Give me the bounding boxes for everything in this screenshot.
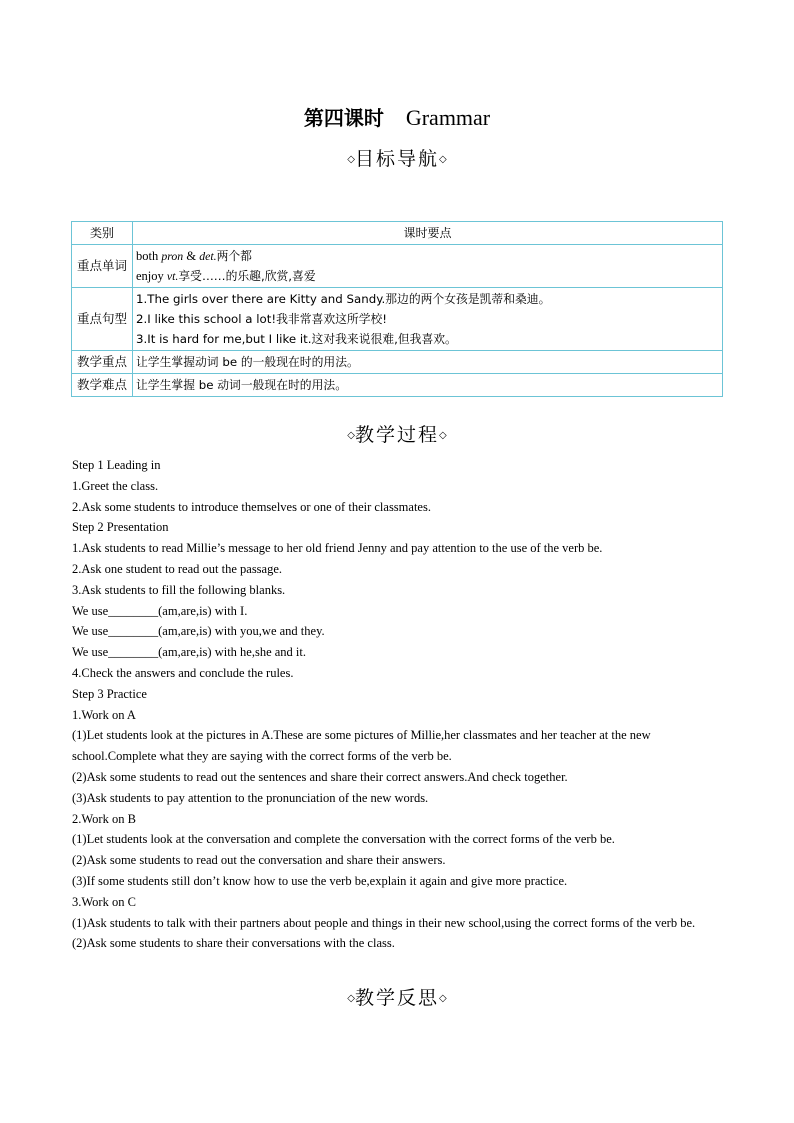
process-line: We use________(am,are,is) with you,we and they. <box>72 624 325 639</box>
lesson-title-cn: 第四课时 <box>303 106 384 130</box>
row-category: 重点单词 <box>72 245 133 288</box>
process-line: 1.Work on A <box>72 707 136 722</box>
vocab-word: enjoy <box>136 269 167 283</box>
diamond-icon: ◇ <box>439 993 447 1004</box>
row-category: 教学重点 <box>72 351 133 374</box>
vocab-line <box>136 246 719 266</box>
process-line: 2.Ask one student to read out the passage. <box>72 561 283 576</box>
process-line: 1.Ask students to read Millie’s message to her old friend Jenny and pay attention to the use of the verb be. <box>72 541 603 556</box>
section-heading-reflection <box>0 985 794 1012</box>
process-line: (1)Let students look at the pictures in A.These are some pictures of Millie,her classmates and her teacher at the new school.Complete what they are saying with the correct forms of the verb be. <box>72 728 651 764</box>
sentence-line: 3.It is hard for me,but I like it.这对我来说很难,但我喜欢。 <box>136 332 457 346</box>
row-category: 教学难点 <box>72 374 133 397</box>
row-content: 让学生掌握动词 be 的一般现在时的用法。 <box>133 351 723 374</box>
process-line: 3.Work on C <box>72 894 136 909</box>
process-line: 2.Work on B <box>72 811 136 826</box>
sentence-line: 2.I like this school a lot!我非常喜欢这所学校! <box>136 312 388 326</box>
process-line: (3)Ask students to pay attention to the pronunciation of the new words. <box>72 790 429 805</box>
vocab-pos: pron <box>161 249 184 263</box>
process-line: (2)Ask some students to read out the conversation and share their answers. <box>72 853 446 868</box>
row-content: 让学生掌握 be 动词一般现在时的用法。 <box>133 374 723 397</box>
row-content <box>133 245 723 288</box>
row-category: 重点句型 <box>72 288 133 351</box>
process-line: (1)Ask students to talk with their partners about people and things in their new school,using the correct forms of the verb be. <box>72 915 696 930</box>
vocab-line <box>136 266 719 286</box>
sentence-line: 1.The girls over there are Kitty and Sandy.那边的两个女孩是凯蒂和桑迪。 <box>136 292 551 306</box>
process-line: (3)If some students still don’t know how to use the verb be,explain it again and give more practice. <box>72 873 568 888</box>
lesson-title-en: Grammar <box>405 105 491 130</box>
table-row <box>72 245 723 288</box>
section-title-goals: 目标导航 <box>354 148 439 170</box>
vocab-pos: det. <box>199 249 217 263</box>
process-line: (2)Ask some students to read out the sentences and share their correct answers.And check together. <box>72 769 568 784</box>
process-line: 2.Ask some students to introduce themselves or one of their classmates. <box>72 499 431 514</box>
process-line: (1)Let students look at the conversation and complete the conversation with the correct forms of the verb be. <box>72 832 615 847</box>
process-line: Step 2 Presentation <box>72 520 169 535</box>
vocab-word: both <box>136 249 162 263</box>
teaching-process-body <box>72 455 728 954</box>
vocab-sep: & <box>183 249 200 263</box>
section-title-process: 教学过程 <box>354 424 439 446</box>
table-header-row <box>72 222 723 245</box>
process-line: (2)Ask some students to share their conversations with the class. <box>72 936 395 951</box>
table-row <box>72 374 723 397</box>
lesson-title <box>0 104 794 132</box>
row-content <box>133 288 723 351</box>
diamond-icon: ◇ <box>347 993 355 1004</box>
process-line: 4.Check the answers and conclude the rules. <box>72 665 294 680</box>
section-heading-process <box>0 422 794 449</box>
process-line: 3.Ask students to fill the following blanks. <box>72 582 286 597</box>
lesson-points-table <box>71 221 723 397</box>
process-line: We use________(am,are,is) with I. <box>72 603 248 618</box>
section-title-reflection: 教学反思 <box>354 987 439 1009</box>
section-heading-goals <box>0 146 794 173</box>
process-line: Step 3 Practice <box>72 686 147 701</box>
process-line: Step 1 Leading in <box>72 458 161 472</box>
diamond-icon: ◇ <box>347 430 355 441</box>
process-line: 1.Greet the class. <box>72 478 159 493</box>
table-row <box>72 351 723 374</box>
vocab-pos: vt. <box>166 269 179 283</box>
vocab-meaning: 享受……的乐趣,欣赏,喜爱 <box>178 269 316 283</box>
vocab-meaning: 两个都 <box>216 249 252 263</box>
process-line: We use________(am,are,is) with he,she and it. <box>72 645 307 660</box>
diamond-icon: ◇ <box>439 154 447 165</box>
header-category: 类别 <box>72 222 133 245</box>
table-row <box>72 288 723 351</box>
diamond-icon: ◇ <box>347 154 355 165</box>
diamond-icon: ◇ <box>439 430 447 441</box>
header-points: 课时要点 <box>133 222 723 245</box>
